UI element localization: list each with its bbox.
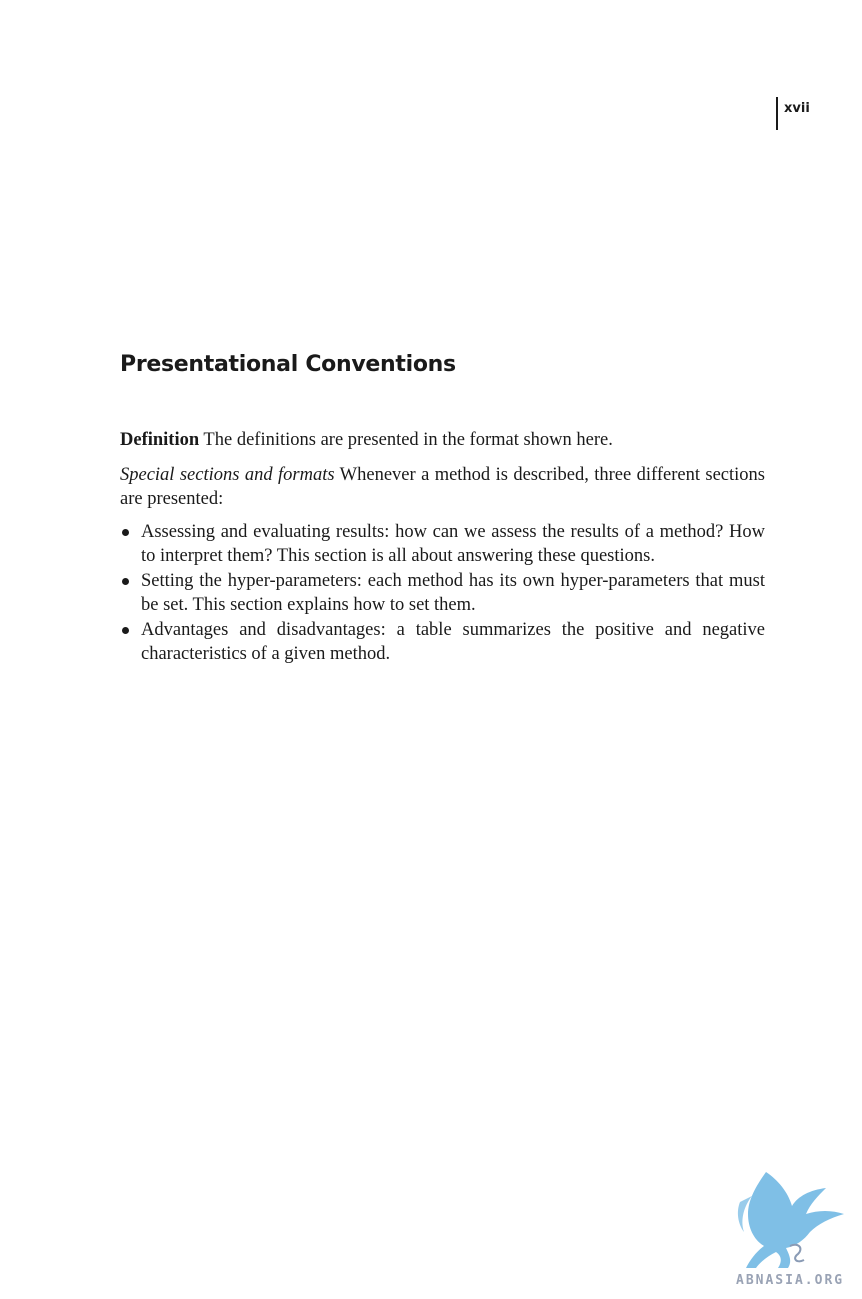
bullet-icon	[122, 578, 129, 585]
list-item	[120, 569, 765, 618]
page-number: xvii	[784, 101, 810, 116]
watermark-logo	[726, 1166, 854, 1288]
bullet-icon	[122, 529, 129, 536]
section-title: Presentational Conventions	[120, 352, 456, 377]
page-number-rule	[776, 97, 810, 130]
special-sections-text: Whenever a method is described, three different sections are presented:	[120, 464, 765, 509]
griffin-icon	[738, 1172, 844, 1268]
bullet-list	[120, 520, 765, 667]
list-item	[120, 520, 765, 569]
tail-icon	[790, 1245, 804, 1262]
watermark-text: ABNASIA.ORG	[736, 1273, 845, 1288]
list-item-text: Setting the hyper-parameters: each method has its own hyper-parameters that must be set. This section explains how to set them.	[141, 570, 765, 615]
list-item-text: Assessing and evaluating results: how can we assess the results of a method? How to interpret them? This section is all about answering these questions.	[141, 521, 765, 566]
section-body	[120, 428, 765, 667]
list-item-text: Advantages and disadvantages: a table summarizes the positive and negative characteristics of a given method.	[141, 619, 765, 664]
bullet-icon	[122, 627, 129, 634]
list-item	[120, 618, 765, 667]
definition-term: Definition	[120, 430, 200, 450]
definition-text: The definitions are presented in the format shown here.	[199, 430, 613, 450]
special-sections-paragraph	[120, 463, 765, 512]
special-sections-term: Special sections and formats	[120, 464, 335, 485]
definition-paragraph	[120, 428, 765, 453]
